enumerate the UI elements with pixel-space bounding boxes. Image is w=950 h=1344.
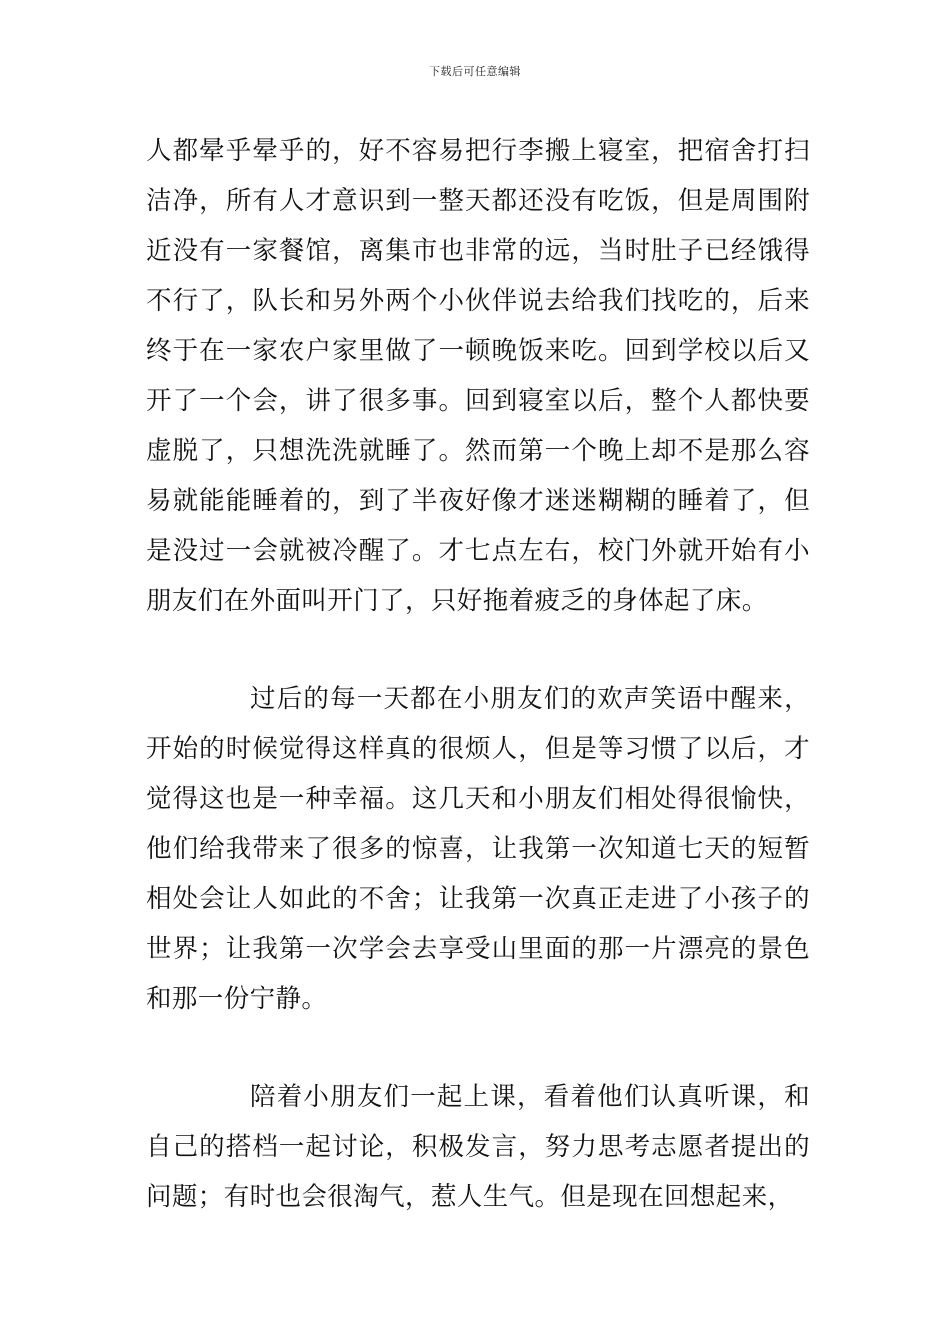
paragraph-second: 过后的每一天都在小朋友们的欢声笑语中醒来，开始的时候觉得这样真的很烦人，但是等习惯了以后，才觉得这也是一种幸福。这几天和小朋友们相处得很愉快，他们给我带来了很多的惊喜，让我第一次知道七天的短暂相处会让人如此的不舍；让我第一次真正走进了小孩子的世界；让我第一次学会去享受山里面的那一片漂亮的景色和那一份宁静。 — [146, 684, 810, 1014]
paragraph-spacer — [146, 1024, 810, 1072]
paragraph-continued: 人都晕乎晕乎的，好不容易把行李搬上寝室，把宿舍打扫洁净，所有人才意识到一整天都还没有吃饭，但是周围附近没有一家餐馆，离集市也非常的远，当时肚子已经饿得不行了，队长和另外两个小伙伴说去给我们找吃的，后来终于在一家农户家里做了一顿晚饭来吃。回到学校以后又开了一个会，讲了很多事。回到寝室以后，整个人都快要虚脱了，只想洗洗就睡了。然而第一个晚上却不是那么容易就能能睡着的，到了半夜好像才迷迷糊糊的睡着了，但是没过一会就被冷醒了。才七点左右，校门外就开始有小朋友们在外面叫开门了，只好拖着疲乏的身体起了床。 — [146, 136, 810, 616]
page-header-note: 下载后可任意编辑 — [429, 65, 521, 78]
paragraph-spacer — [146, 626, 810, 674]
document-body — [146, 126, 810, 1222]
paragraph-third: 陪着小朋友们一起上课，看着他们认真听课，和自己的搭档一起讨论，积极发言，努力思考志愿者提出的问题；有时也会很淘气，惹人生气。但是现在回想起来， — [146, 1082, 810, 1212]
